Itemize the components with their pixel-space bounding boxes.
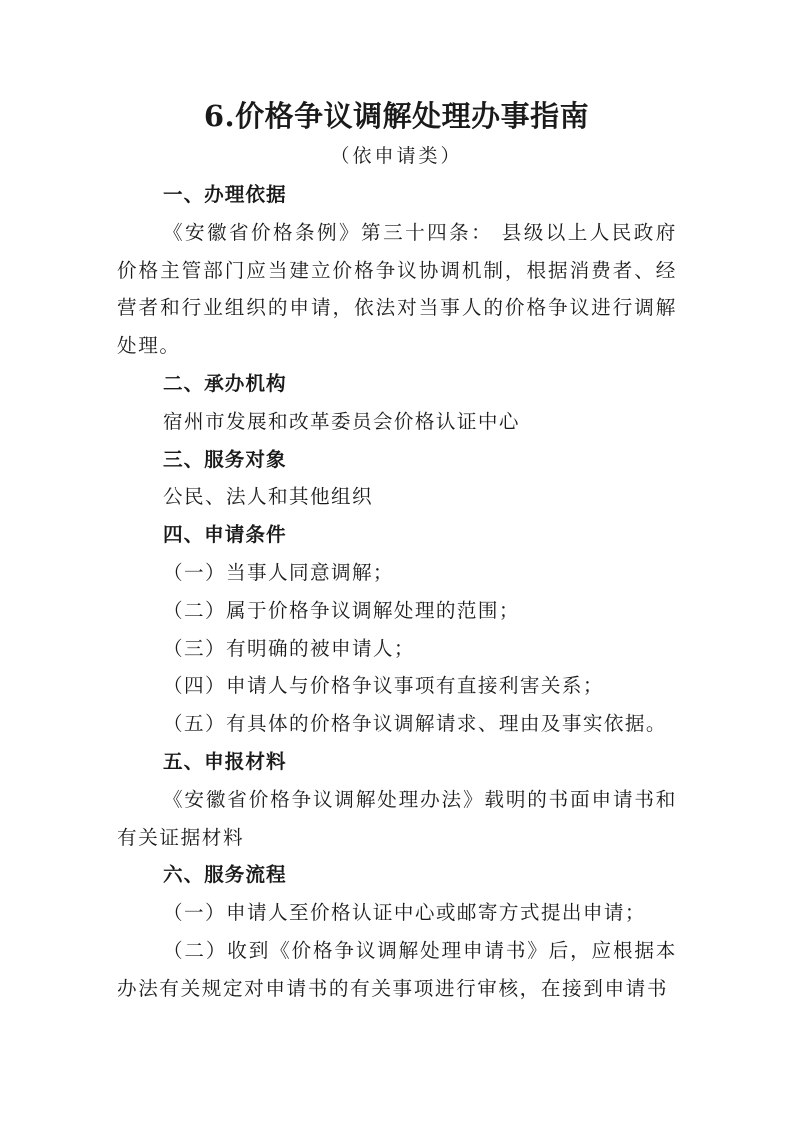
section-text-target: 公民、法人和其他组织 (163, 485, 373, 509)
section-heading-basis: 一、办理依据 (163, 183, 287, 206)
condition-item: （三）有明确的被申请人； (163, 636, 415, 660)
section-text-materials: 《安徽省价格争议调解处理办法》载明的书面申请书和有关证据材料 (117, 787, 677, 849)
section-text-basis: 《安徽省价格条例》第三十四条： 县级以上人民政府价格主管部门应当建立价格争议协调机制，根据消费者、经营者和行业组织的申请，依法对当事人的价格争议进行调解处理。 (117, 220, 677, 358)
process-item: （一）申请人至价格认证中心或邮寄方式提出申请； (163, 901, 646, 925)
condition-item: （一）当事人同意调解； (163, 560, 394, 584)
section-heading-target: 三、服务对象 (163, 447, 287, 471)
document-subtitle: （依申请类） (330, 145, 463, 167)
condition-item: （二）属于价格争议调解处理的范围； (163, 598, 520, 622)
section-heading-materials: 五、申报材料 (163, 749, 287, 773)
section-heading-agency: 二、承办机构 (163, 371, 287, 395)
document-title: 6.价格争议调解处理办事指南 (203, 99, 590, 133)
condition-item: （四）申请人与价格争议事项有直接利害关系； (163, 674, 604, 698)
section-heading-conditions: 四、申请条件 (163, 523, 287, 547)
condition-item: （五）有具体的价格争议调解请求、理由及事实依据。 (163, 712, 667, 736)
document-body (117, 176, 677, 1008)
process-item: （二）收到《价格争议调解处理申请书》后，应根据本办法有关规定对申请书的有关事项进行审核，在接到申请书 (117, 938, 677, 1000)
section-text-agency: 宿州市发展和改革委员会价格认证中心 (163, 409, 520, 433)
section-heading-process: 六、服务流程 (163, 863, 287, 887)
